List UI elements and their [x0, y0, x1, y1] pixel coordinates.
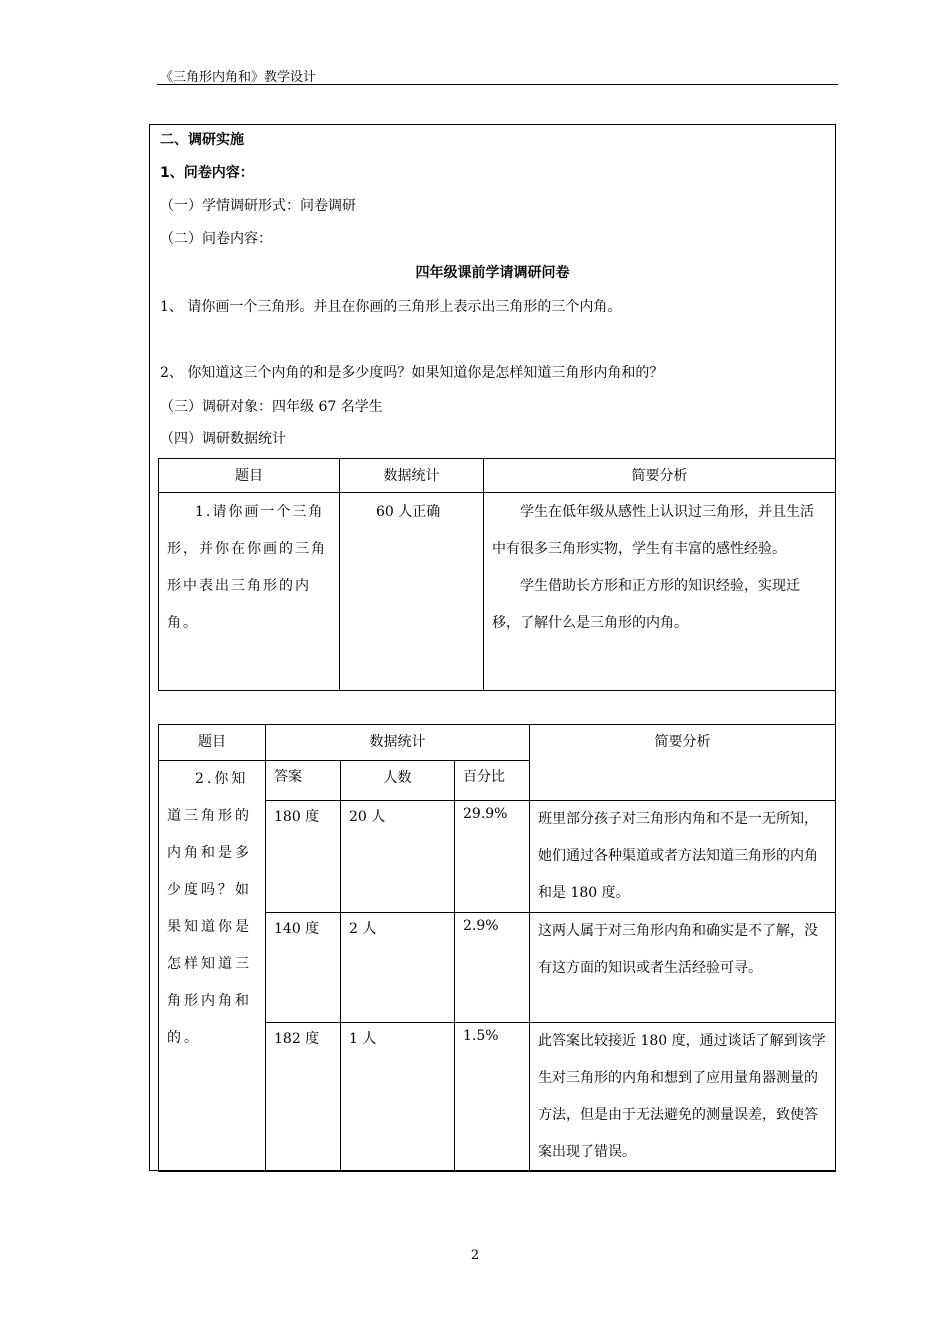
- survey-question-2: 2、 你知道这三个内角的和是多少度吗？如果知道你是怎样知道三角形内角和的？: [160, 365, 664, 381]
- table1-analysis-cell: [484, 493, 836, 691]
- table1-question-text: 1.请你画一个三角形，并你在你画的三角形中表出三角形的内角。: [167, 504, 327, 631]
- table1-analysis-para-2: 学生借助长方形和正方形的知识经验，实现迁移，了解什么是三角形的内角。: [492, 578, 800, 631]
- row-answer: 180 度: [266, 801, 341, 913]
- row-answer: 182 度: [266, 1023, 341, 1172]
- outer-frame-bottom: [149, 1170, 836, 1171]
- row-count: 1 人: [341, 1023, 455, 1172]
- header-divider: [157, 84, 838, 85]
- table2-subheader-answer: 答案: [266, 761, 341, 801]
- row-percent: 2.9%: [455, 913, 530, 1023]
- stats-table-2: [158, 724, 836, 1172]
- subsection-heading: 1、问卷内容：: [160, 165, 254, 181]
- table1-stat-cell: [340, 493, 484, 691]
- table1-header-question: 题目: [159, 459, 340, 493]
- table1-header-analysis: 简要分析: [484, 459, 836, 493]
- survey-subjects-item: （三）调研对象：四年级 67 名学生: [160, 399, 383, 415]
- survey-title: 四年级课前学请调研问卷: [415, 265, 570, 281]
- survey-content-item: （二）问卷内容：: [160, 231, 272, 247]
- stats-table-1: [158, 458, 836, 691]
- survey-stats-item: （四）调研数据统计: [160, 431, 286, 447]
- page-number: 2: [470, 1248, 480, 1263]
- table2-subheader-percent: 百分比: [455, 761, 530, 801]
- table1-question-cell: [159, 493, 340, 691]
- table2-question-cell: [159, 761, 266, 1172]
- row-analysis: 班里部分孩子对三角形内角和不是一无所知，她们通过各种渠道或者方法知道三角形的内角和是 180 度。: [538, 811, 818, 901]
- survey-form-item: （一）学情调研形式：问卷调研: [160, 198, 356, 214]
- table2-question-text: 2.你知道三角形的内角和是多少度吗？如果知道你是怎样知道三角形内角和的。: [167, 771, 252, 1046]
- table2-header-stat: 数据统计: [266, 725, 530, 761]
- section-heading: 二、调研实施: [160, 132, 244, 148]
- table1-analysis-para-1: 学生在低年级从感性上认识过三角形，并且生活中有很多三角形实物，学生有丰富的感性经验。: [492, 504, 814, 557]
- table2-subheader-count: 人数: [341, 761, 455, 801]
- row-analysis-cell: [530, 801, 836, 913]
- row-percent: 29.9%: [455, 801, 530, 913]
- survey-question-1: 1、 请你画一个三角形。并且在你画的三角形上表示出三角形的三个内角。: [160, 299, 622, 315]
- row-count: 2 人: [341, 913, 455, 1023]
- table2-header-analysis: 简要分析: [530, 725, 836, 801]
- table1-stat-text: 60 人正确: [376, 504, 441, 520]
- row-count: 20 人: [341, 801, 455, 913]
- row-analysis: 此答案比较接近 180 度，通过谈话了解到该学生对三角形的内角和想到了应用量角器测量的方法，但是由于无法避免的测量误差，致使答案出现了错误。: [538, 1033, 826, 1160]
- row-analysis: 这两人属于对三角形内角和确实是不了解，没有这方面的知识或者生活经验可寻。: [538, 923, 818, 976]
- row-analysis-cell: [530, 1023, 836, 1172]
- row-analysis-cell: [530, 913, 836, 1023]
- document-header-title: 《三角形内角和》教学设计: [160, 70, 317, 85]
- table2-header-question: 题目: [159, 725, 266, 761]
- row-percent: 1.5%: [455, 1023, 530, 1172]
- table1-header-stat: 数据统计: [340, 459, 484, 493]
- row-answer: 140 度: [266, 913, 341, 1023]
- outer-frame-top: [149, 124, 836, 125]
